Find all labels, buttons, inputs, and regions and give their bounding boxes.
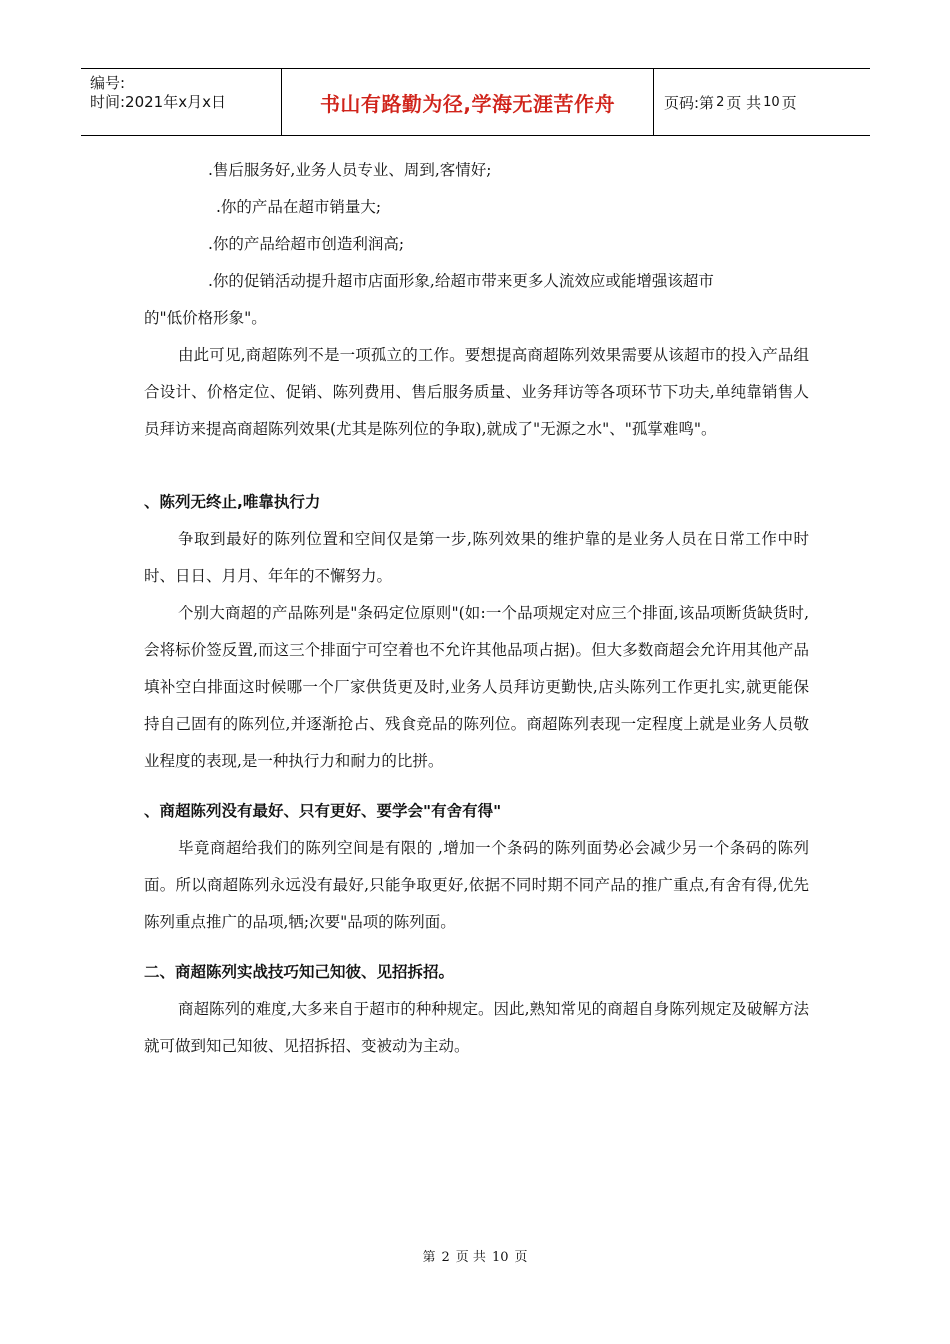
- header-page-info: [654, 69, 870, 135]
- page-footer: [0, 1246, 950, 1265]
- serial-number-label: 编号:: [90, 74, 126, 92]
- paragraph: 由此可见,商超陈列不是一项孤立的工作。要想提高商超陈列效果需要从该超市的投入产品组合设计、价格定位、促销、陈列费用、售后服务质量、业务拜访等各项环节下功夫,单纯靠销售人员拜访来提高商超陈列效果(尤其是陈列位的争取),就成了"无源之水"、"孤掌难鸣"。: [144, 346, 809, 438]
- page-middle: 页 共: [726, 93, 762, 112]
- paragraph: 个别大商超的产品陈列是"条码定位原则"(如:一个品项规定对应三个排面,该品项断货缺货时,会将标价签反置,而这三个排面宁可空着也不允许其他品项占据)。但大多数商超会允许用其他产品填补空白排面这时候哪一个厂家供货更及时,业务人员拜访更勤快,店头陈列工作更扎实,就更能保持自己固有的陈列位,并逐渐抢占、残食竞品的陈列位。商超陈列表现一定程度上就是业务人员敬业程度的表现,是一种执行力和耐力的比拼。: [144, 604, 809, 770]
- footer-current: 2: [441, 1250, 450, 1265]
- bullet-item: .售后服务好,业务人员专业、周到,客情好;: [208, 161, 492, 179]
- section-heading: 、商超陈列没有最好、只有更好、要学会"有舍有得": [144, 802, 502, 820]
- section-heading: 、陈列无终止,唯靠执行力: [144, 493, 321, 511]
- bullet-item: .你的产品给超市创造利润高;: [208, 235, 405, 253]
- page-current: 2: [716, 94, 725, 110]
- paragraph: 毕竟商超给我们的陈列空间是有限的 ,增加一个条码的陈列面势必会减少另一个条码的陈列面。所以商超陈列永远没有最好,只能争取更好,依据不同时期不同产品的推广重点,有舍有得,优先陈列重点推广的品项,牺;次要"品项的陈列面。: [144, 839, 809, 931]
- page-prefix: 页码:第: [664, 93, 715, 112]
- header-meta: [81, 69, 281, 135]
- time-label: 时间:2021年x月x日: [90, 93, 226, 111]
- header-motto: 书山有路勤为径,学海无涯苦作舟: [319, 91, 616, 116]
- header-motto-cell: [281, 69, 654, 135]
- footer-prefix: 第: [422, 1250, 436, 1265]
- document-body: [144, 152, 809, 1065]
- footer-suffix: 页: [514, 1250, 528, 1265]
- bullet-item: .你的促销活动提升超市店面形象,给超市带来更多人流效应或能增强该超市: [208, 272, 714, 290]
- document-header: [81, 68, 870, 136]
- footer-middle: 页 共: [455, 1250, 486, 1265]
- page-suffix: 页: [781, 93, 797, 112]
- bullet-continuation: 的"低价格形象"。: [144, 309, 267, 327]
- page-total: 10: [763, 94, 780, 110]
- paragraph: 争取到最好的陈列位置和空间仅是第一步,陈列效果的维护靠的是业务人员在日常工作中时时、日日、月月、年年的不懈努力。: [144, 530, 809, 585]
- section-heading: 二、商超陈列实战技巧知己知彼、见招拆招。: [144, 963, 455, 981]
- paragraph: 商超陈列的难度,大多来自于超市的种种规定。因此,熟知常见的商超自身陈列规定及破解方法就可做到知己知彼、见招拆招、变被动为主动。: [144, 1000, 809, 1055]
- bullet-item: .你的产品在超市销量大;: [216, 198, 382, 216]
- footer-total: 10: [491, 1250, 509, 1265]
